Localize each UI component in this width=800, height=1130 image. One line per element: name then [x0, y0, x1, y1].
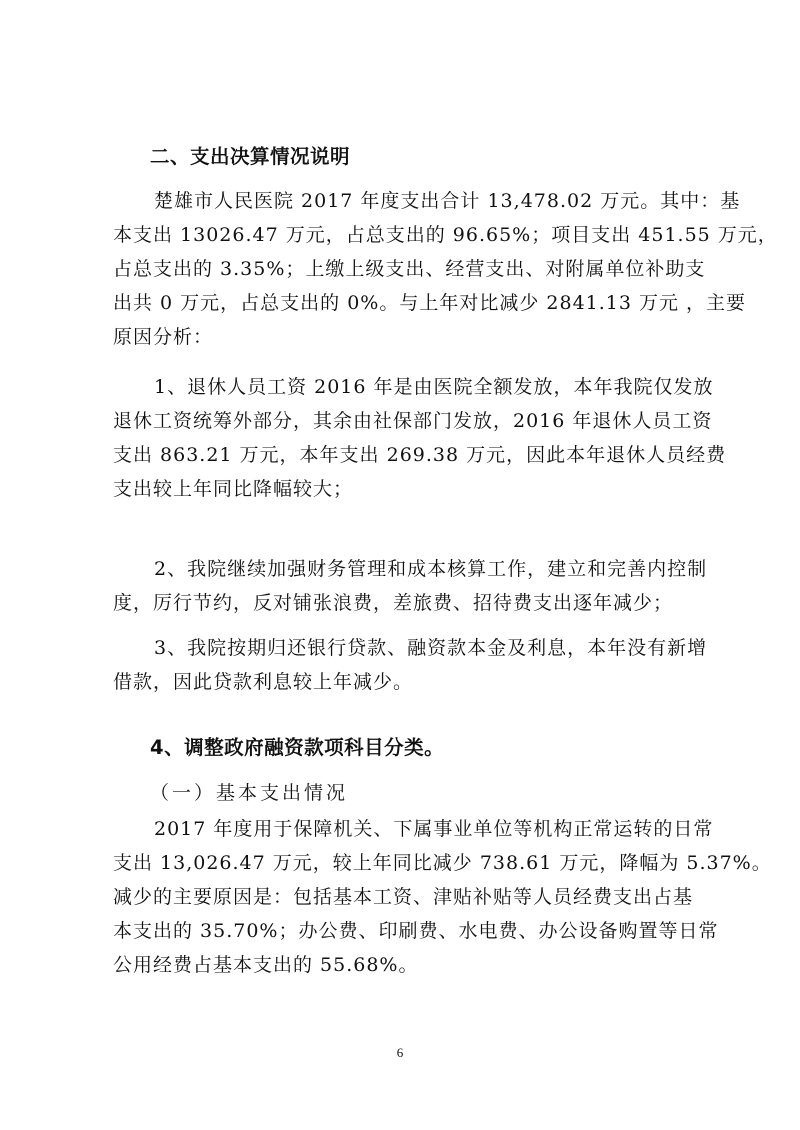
- basic-paragraph-line: 本支出的 35.70%；办公费、印刷费、水电费、办公设备购置等日常: [113, 920, 719, 942]
- reason-1-line: 支出较上年同比降幅较大；: [113, 478, 354, 500]
- paragraph-line: 原因分析：: [113, 326, 214, 348]
- heading-4: 4、调整政府融资款项科目分类。: [150, 736, 445, 759]
- paragraph-line: 出共 0 万元，占总支出的 0%。与上年对比减少 2841.13 万元 ，主要: [113, 292, 747, 314]
- reason-2-line: 2、我院继续加强财务管理和成本核算工作，建立和完善内控制: [154, 558, 708, 580]
- paragraph-line: 楚雄市人民医院 2017 年度支出合计 13,478.02 万元。其中：基: [154, 190, 741, 212]
- paragraph-line: 本支出 13026.47 万元，占总支出的 96.65%；项目支出 451.55 万元，: [113, 224, 778, 246]
- reason-3-line: 3、我院按期归还银行贷款、融资款本金及利息，本年没有新增: [154, 637, 708, 659]
- basic-paragraph-line: 公用经费占基本支出的 55.68%。: [113, 954, 419, 976]
- reason-1-line: 支出 863.21 万元，本年支出 269.38 万元，因此本年退休人员经费: [113, 444, 727, 466]
- section-heading: 二、支出决算情况说明: [150, 145, 351, 168]
- reason-1-line: 退休工资统筹外部分，其余由社保部门发放，2016 年退休人员工资: [113, 410, 713, 432]
- reason-2-line: 度，厉行节约，反对铺张浪费，差旅费、招待费支出逐年减少；: [113, 592, 674, 614]
- page-number: 6: [396, 1045, 404, 1060]
- subheading-basic-expenditure: （一）基本支出情况: [150, 782, 349, 804]
- reason-3-line: 借款，因此贷款利息较上年减少。: [113, 671, 414, 693]
- basic-paragraph-line: 2017 年度用于保障机关、下属事业单位等机构正常运转的日常: [154, 818, 714, 840]
- reason-1-line: 1、退休人员工资 2016 年是由医院全额发放，本年我院仅发放: [154, 376, 714, 398]
- basic-paragraph-line: 减少的主要原因是：包括基本工资、津贴补贴等人员经费支出占基: [113, 886, 694, 908]
- basic-paragraph-line: 支出 13,026.47 万元，较上年同比减少 738.61 万元，降幅为 5.37%。: [113, 852, 772, 874]
- paragraph-line: 占总支出的 3.35%；上缴上级支出、经营支出、对附属单位补助支: [113, 258, 706, 280]
